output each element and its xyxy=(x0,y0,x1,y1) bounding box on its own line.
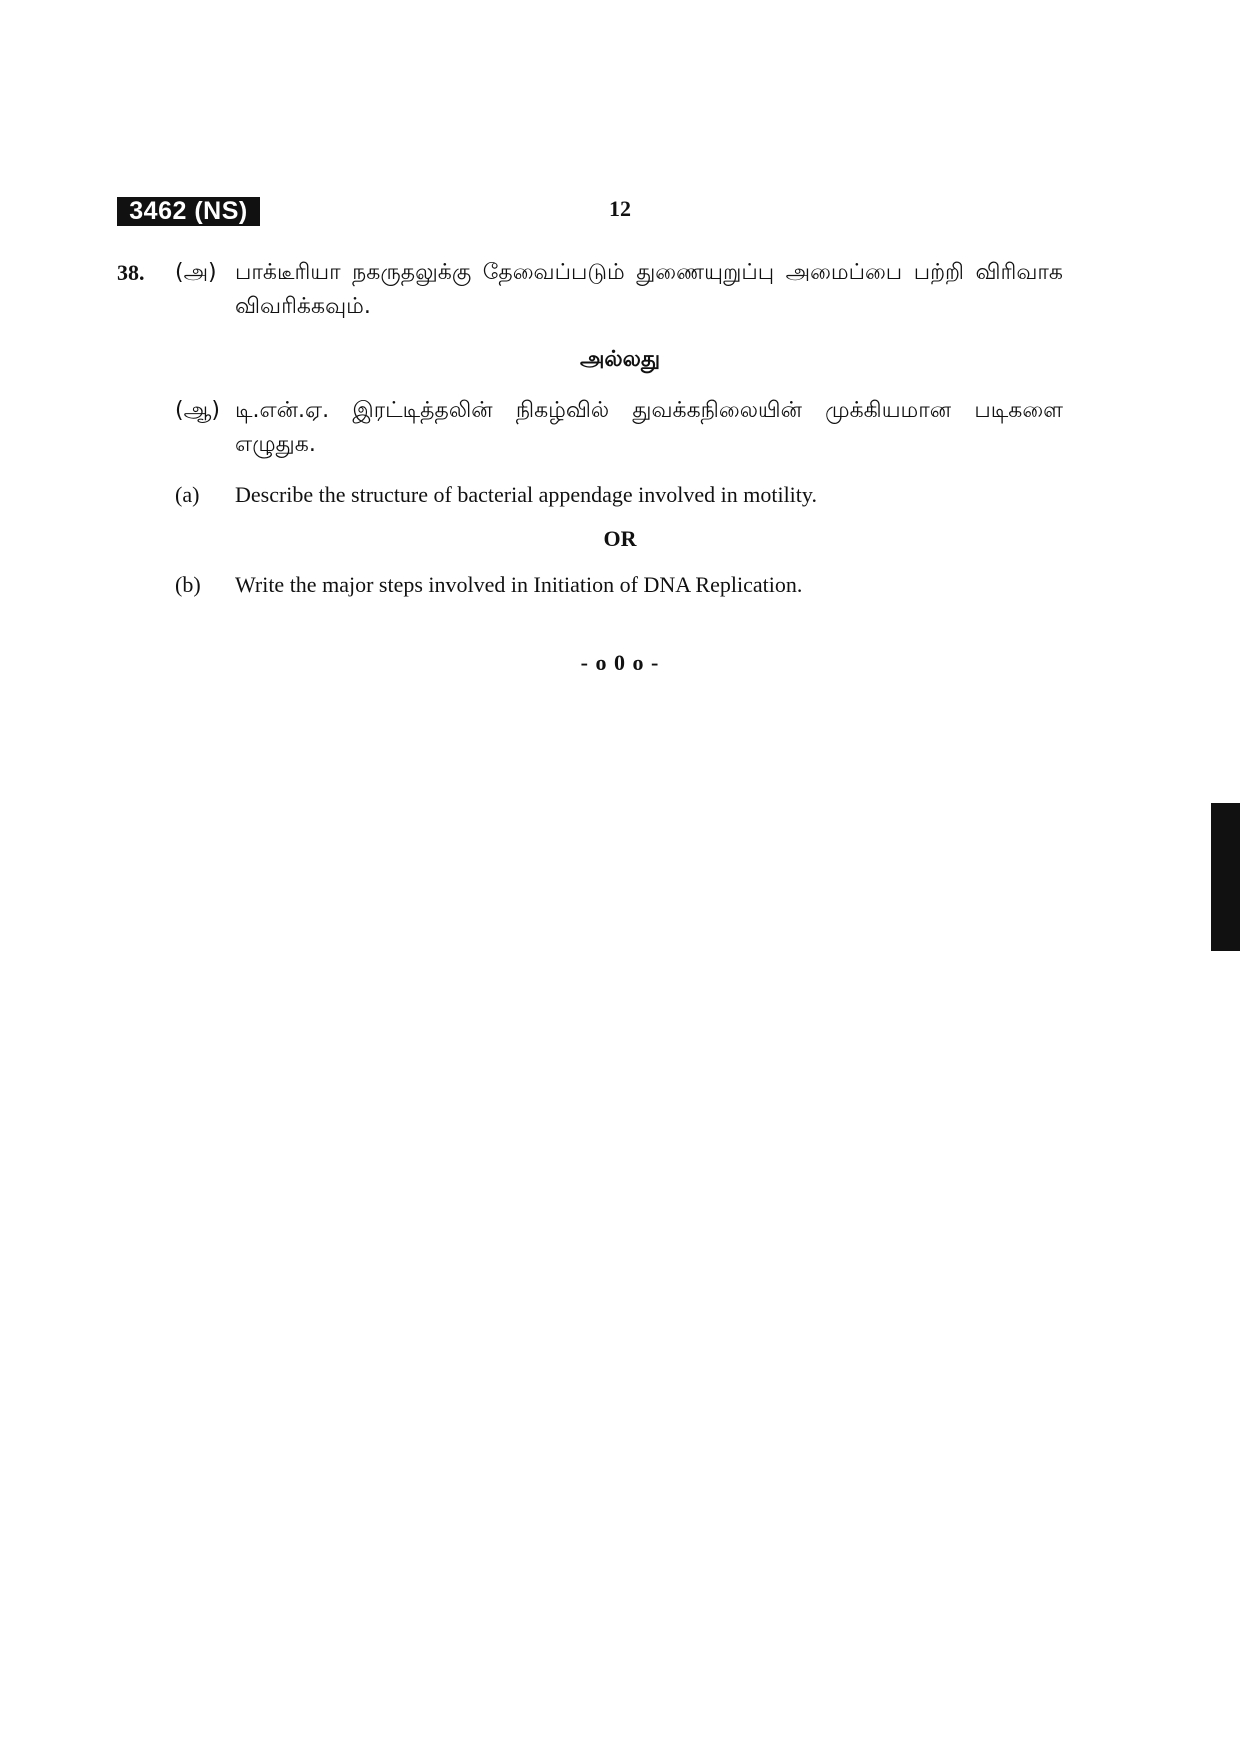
page-number: 12 xyxy=(609,196,631,221)
english-option-a-marker: (a) xyxy=(175,482,200,507)
paper-code-badge: 3462 (NS) xyxy=(117,197,260,226)
english-option-b-marker: (b) xyxy=(175,572,201,597)
question-number: 38. xyxy=(117,260,145,285)
english-option-a-text: Describe the structure of bacterial appendage involved in motility. xyxy=(235,482,817,507)
english-or-separator: OR xyxy=(603,526,637,551)
tamil-option-b-text: டி.என்.ஏ. இரட்டித்தலின் நிகழ்வில் துவக்கநிலையின் முக்கியமான படிகளை எழுதுக. xyxy=(235,398,1063,457)
page-edge-tab-marker xyxy=(1211,803,1240,951)
tamil-or-separator: அல்லது xyxy=(579,347,661,372)
tamil-option-b-marker: (ஆ) xyxy=(175,398,220,423)
english-option-b-text: Write the major steps involved in Initiation of DNA Replication. xyxy=(235,572,803,597)
end-of-paper-mark: - o 0 o - xyxy=(580,650,660,675)
tamil-option-a-text: பாக்டீரியா நகருதலுக்கு தேவைப்படும் துணையுறுப்பு அமைப்பை பற்றி விரிவாக விவரிக்கவும். xyxy=(235,260,1063,319)
tamil-option-a-marker: (அ) xyxy=(175,260,217,285)
